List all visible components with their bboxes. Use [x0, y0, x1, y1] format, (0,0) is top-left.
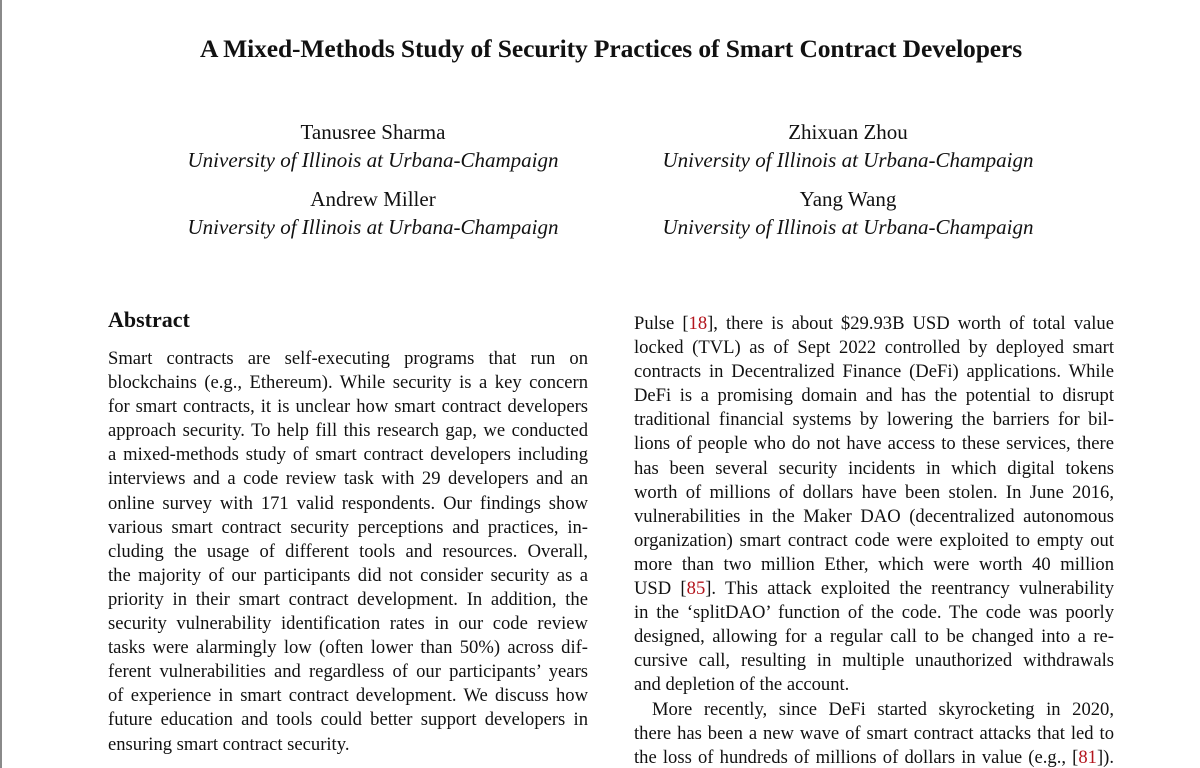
body-line: lions of people who do not have access to these services, there: [634, 433, 1114, 455]
author-block: [588, 118, 1108, 174]
abstract-line: ferent vulnerabilities and regardless of our participants’ years: [108, 661, 588, 683]
body-line: in the ‘splitDAO’ function of the code. The code was poorly: [634, 602, 1114, 624]
abstract-heading: Abstract: [108, 307, 190, 332]
abstract-line: interviews and a code review task with 29 developers and an: [108, 468, 588, 490]
body-line: organization) smart contract code were exploited to empty out: [634, 529, 1114, 551]
abstract-line: Smart contracts are self-executing programs that run on: [108, 348, 588, 369]
author-affiliation: University of Illinois at Urbana-Champaign: [662, 215, 1034, 239]
body-line: locked (TVL) as of Sept 2022 controlled by deployed smart: [634, 337, 1114, 359]
body-line: contracts in Decentralized Finance (DeFi) applications. While: [634, 361, 1114, 383]
body-line: vulnerabilities in the Maker DAO (decentralized autonomous: [634, 505, 1114, 527]
body-line: there has been a new wave of smart contract attacks that led to: [634, 722, 1114, 744]
body-line: DeFi is a promising domain and has the potential to disrupt: [634, 385, 1114, 407]
paper-title: A Mixed-Methods Study of Security Practices of Smart Contract Developers: [199, 34, 1023, 63]
body-line: the loss of hundreds of millions of dollars in value (e.g., [81]).: [634, 746, 1114, 768]
author-block: [588, 185, 1108, 241]
body-line: USD [85]. This attack exploited the reentrancy vulnerability: [634, 578, 1114, 600]
abstract-line: cluding the usage of different tools and resources. Overall,: [108, 540, 588, 562]
body-line: cursive call, resulting in multiple unauthorized withdrawals: [634, 650, 1114, 672]
author-affiliation: University of Illinois at Urbana-Champaign: [187, 215, 559, 239]
author-name: Yang Wang: [799, 187, 897, 211]
author-affiliation: University of Illinois at Urbana-Champaign: [662, 148, 1034, 172]
body-line: has been several security incidents in which digital tokens: [634, 457, 1114, 479]
body-line: More recently, since DeFi started skyrocketing in 2020,: [652, 698, 1114, 720]
citation-link[interactable]: 18: [688, 313, 708, 334]
author-name: Zhixuan Zhou: [788, 120, 908, 144]
body-line: Pulse [18], there is about $29.93B USD worth of total value: [634, 313, 1114, 334]
author-name: Andrew Miller: [310, 187, 436, 211]
body-text: [634, 312, 1114, 768]
abstract-line: security vulnerability identification rates in our code review: [108, 613, 588, 635]
abstract-line: a mixed-methods study of smart contract developers including: [108, 444, 588, 466]
citation-link[interactable]: 85: [686, 578, 706, 600]
body-line: traditional financial systems by lowering the barriers for bil-: [634, 409, 1114, 431]
abstract-line: priority in their smart contract development. In addition, the: [108, 588, 588, 610]
author-name: Tanusree Sharma: [300, 120, 446, 144]
abstract-line: of experience in smart contract development. We discuss how: [108, 685, 588, 707]
author-block: [113, 118, 633, 174]
abstract-line: various smart contract security perceptions and practices, in-: [108, 516, 588, 538]
citation-link[interactable]: 81: [1078, 746, 1097, 768]
abstract-line: the majority of our participants did not consider security as a: [108, 564, 588, 586]
body-line: more than two million Ether, which were worth 40 million: [634, 553, 1114, 575]
body-line: designed, allowing for a regular call to be changed into a re-: [634, 626, 1114, 648]
body-line: worth of millions of dollars have been stolen. In June 2016,: [634, 481, 1114, 503]
abstract-line: blockchains (e.g., Ethereum). While security is a key concern: [108, 372, 588, 394]
author-affiliation: University of Illinois at Urbana-Champaign: [187, 148, 559, 172]
abstract-line: tasks were alarmingly low (often lower than 50%) across dif-: [108, 637, 588, 659]
abstract-line: future education and tools could better support developers in: [108, 709, 588, 731]
author-block: [113, 185, 633, 241]
abstract-line: approach security. To help fill this research gap, we conducted: [108, 420, 588, 442]
abstract-line: ensuring smart contract security.: [108, 733, 350, 755]
abstract-line: online survey with 171 valid respondents. Our findings show: [108, 492, 588, 514]
abstract-text: [108, 347, 588, 757]
abstract-line: for smart contracts, it is unclear how smart contract developers: [108, 396, 588, 418]
body-line: and depletion of the account.: [634, 674, 850, 696]
